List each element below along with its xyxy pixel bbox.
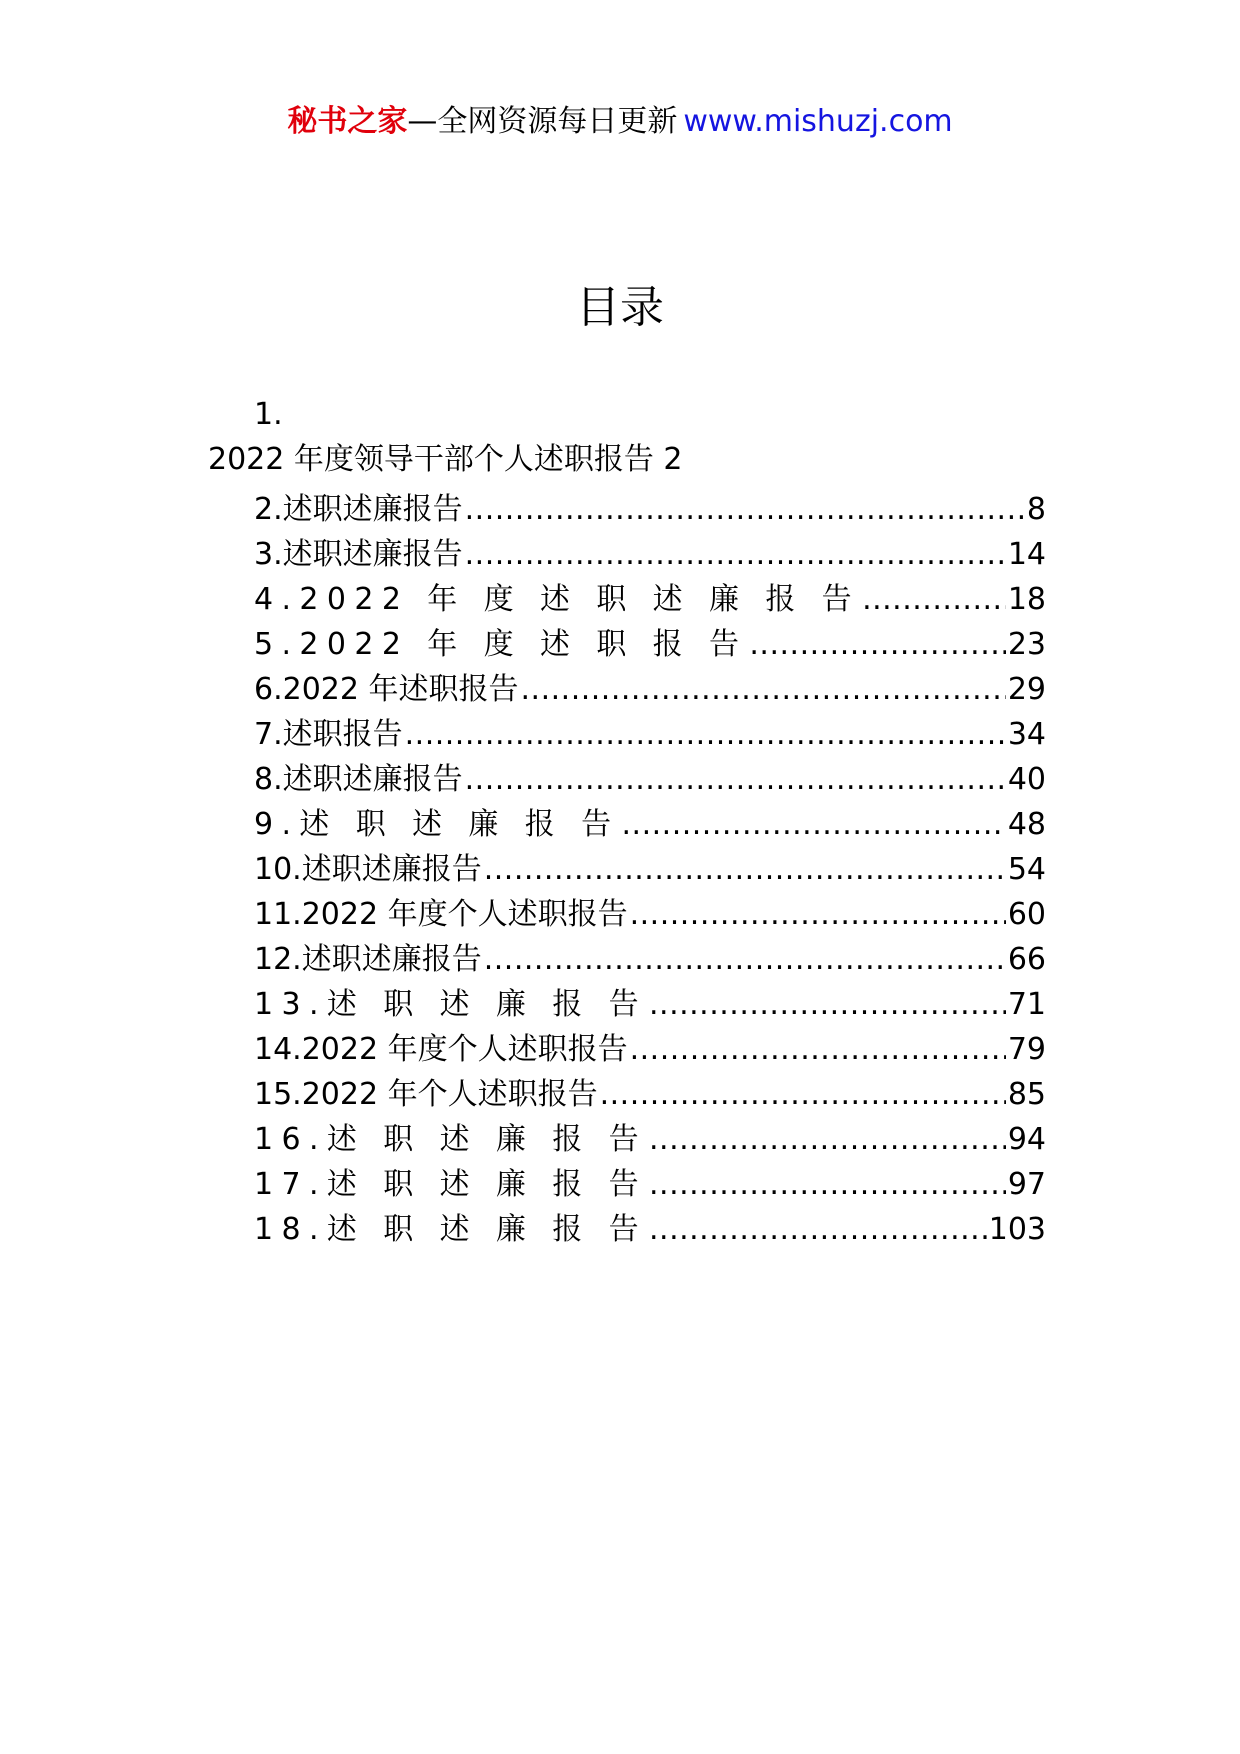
toc-entry-page-number: 85 xyxy=(1007,1077,1046,1112)
toc-dot-leader xyxy=(521,667,1006,712)
toc-entry-page-number: 48 xyxy=(1007,807,1046,842)
toc-entry[interactable] xyxy=(254,1117,1046,1162)
toc-entry-page-number: 23 xyxy=(1007,627,1046,662)
toc-entry-label: 16.述 职 述 廉 报 告 xyxy=(254,1122,647,1157)
toc-entry-label: 7.述职报告 xyxy=(254,717,403,752)
toc-entry[interactable] xyxy=(254,1162,1046,1207)
site-brand: 秘书之家 xyxy=(287,104,408,139)
toc-entry[interactable] xyxy=(254,937,1046,982)
toc-entry[interactable] xyxy=(254,532,1046,577)
toc-dot-leader xyxy=(749,622,1005,667)
toc-entry-label: 11.2022 年度个人述职报告 xyxy=(254,897,628,932)
toc-entry-label: 5.2022 年 度 述 职 报 告 xyxy=(254,627,748,662)
site-slogan: —全网资源每日更新 xyxy=(407,104,678,139)
site-header xyxy=(0,100,1240,144)
toc-entry-page-number: 29 xyxy=(1007,672,1046,707)
toc-entry-label: 17.述 职 述 廉 报 告 xyxy=(254,1167,647,1202)
toc-dot-leader xyxy=(465,532,1006,577)
toc-entry[interactable] xyxy=(254,1072,1046,1117)
toc-entry-page-number: 71 xyxy=(1007,987,1046,1022)
toc-entry-page-number: 8 xyxy=(1026,492,1046,527)
toc-entry-label: 12.述职述廉报告 xyxy=(254,942,482,977)
toc-dot-leader xyxy=(630,1027,1006,1072)
toc-entry-page-number: 54 xyxy=(1007,852,1046,887)
toc-entry-label: 10.述职述廉报告 xyxy=(254,852,482,887)
toc-entry-label: 14.2022 年度个人述职报告 xyxy=(254,1032,628,1067)
toc-dot-leader xyxy=(630,892,1006,937)
toc-dot-leader xyxy=(484,937,1006,982)
toc-entry-label: 2.述职述廉报告 xyxy=(254,492,463,527)
toc-entry[interactable] xyxy=(254,622,1046,667)
toc-entry-label: 8.述职述廉报告 xyxy=(254,762,463,797)
toc-entry-page-number: 94 xyxy=(1007,1122,1046,1157)
toc-entry[interactable] xyxy=(254,1027,1046,1072)
toc-entry[interactable] xyxy=(254,667,1046,712)
toc-entry[interactable] xyxy=(254,757,1046,802)
toc-dot-leader xyxy=(484,847,1006,892)
toc-dot-leader xyxy=(649,1162,1006,1207)
toc-entry-page-number: 97 xyxy=(1007,1167,1046,1202)
toc-entry-label: 4.2022 年 度 述 职 述 廉 报 告 xyxy=(254,582,861,617)
site-url-link[interactable]: www.mishuzj.com xyxy=(683,104,953,139)
toc-dot-leader xyxy=(649,1117,1006,1162)
toc-first-entry-text[interactable]: 2022 年度领导干部个人述职报告 2 xyxy=(208,442,683,477)
toc-dot-leader xyxy=(405,712,1006,757)
toc-dot-leader xyxy=(862,577,1006,622)
toc-entry-page-number: 103 xyxy=(988,1212,1046,1247)
toc-entry-page-number: 79 xyxy=(1007,1032,1046,1067)
toc-dot-leader xyxy=(465,757,1006,802)
toc-entry-page-number: 14 xyxy=(1007,537,1046,572)
table-of-contents xyxy=(254,487,1046,1252)
toc-dot-leader xyxy=(622,802,1006,847)
toc-entry-page-number: 34 xyxy=(1007,717,1046,752)
toc-entry-page-number: 66 xyxy=(1007,942,1046,977)
toc-dot-leader xyxy=(600,1072,1006,1117)
toc-entry-label: 6.2022 年述职报告 xyxy=(254,672,519,707)
toc-entry[interactable] xyxy=(254,982,1046,1027)
toc-dot-leader xyxy=(649,982,1006,1027)
toc-first-entry-number: 1. xyxy=(254,397,283,432)
toc-entry-label: 13.述 职 述 廉 报 告 xyxy=(254,987,647,1022)
toc-entry[interactable] xyxy=(254,487,1046,532)
toc-entry[interactable] xyxy=(254,1207,1046,1252)
toc-entry[interactable] xyxy=(254,712,1046,757)
toc-entry-label: 9.述 职 述 廉 报 告 xyxy=(254,807,620,842)
toc-entry[interactable] xyxy=(254,802,1046,847)
toc-dot-leader xyxy=(649,1207,987,1252)
toc-entry-label: 15.2022 年个人述职报告 xyxy=(254,1077,598,1112)
toc-entry-label: 3.述职述廉报告 xyxy=(254,537,463,572)
toc-entry-page-number: 18 xyxy=(1007,582,1046,617)
toc-entry[interactable] xyxy=(254,892,1046,937)
toc-entry[interactable] xyxy=(254,577,1046,622)
toc-entry[interactable] xyxy=(254,847,1046,892)
toc-dot-leader xyxy=(465,487,1025,532)
page-title: 目录 xyxy=(576,282,664,333)
toc-entry-label: 18.述 职 述 廉 报 告 xyxy=(254,1212,647,1247)
toc-entry-page-number: 40 xyxy=(1007,762,1046,797)
toc-entry-page-number: 60 xyxy=(1007,897,1046,932)
